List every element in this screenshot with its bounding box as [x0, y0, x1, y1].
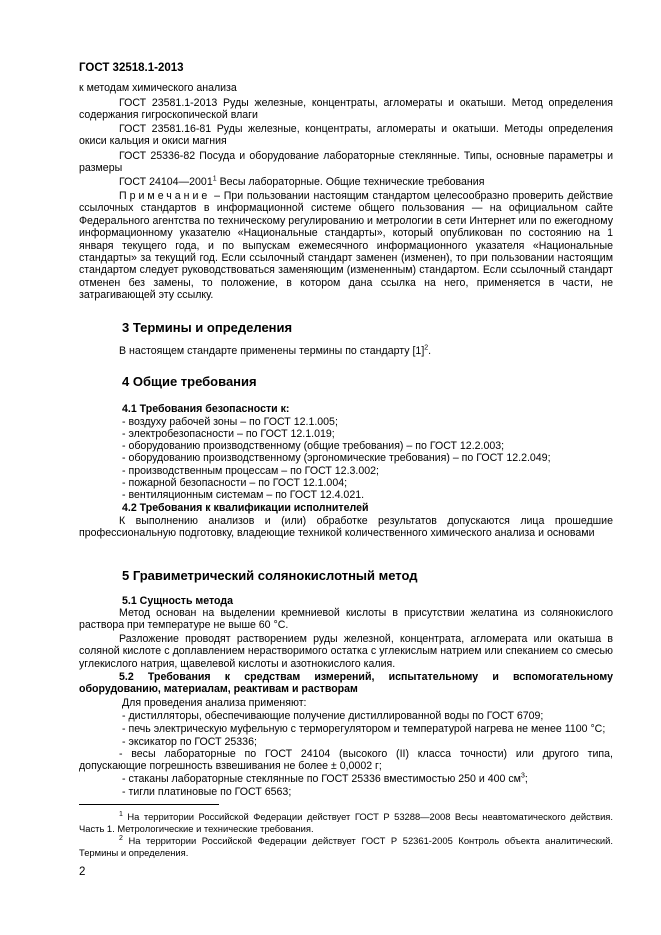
equipment-item: - весы лабораторные по ГОСТ 24104 (высокого (II) класса точности) или другого типа, допускающие погрешность взвешивания не более ± 0,0002 г;: [79, 748, 613, 773]
ref-gost-23581-1: ГОСТ 23581.1-2013 Руды железные, концентраты, агломераты и окатыши. Метод определения содержания гигроскопической влаги: [79, 97, 613, 122]
equipment-item: - дистилляторы, обеспечивающие получение дистиллированной воды по ГОСТ 6709;: [122, 710, 544, 722]
safety-item: - производственным процессам – по ГОСТ 12.3.002;: [122, 465, 379, 477]
footnote-1-mark: 1: [119, 810, 123, 818]
note-text: – При пользовании настоящим стандартом целесообразно проверить действие ссылочных стандартов в информационной системе общего пользования — на официальном сайте Федерального агентства по техническому регулированию и метрологии в сети Интернет или по ежегодному информационному указателю «Национальные стандарты», который опубликован по состоянию на 1 января текущего года, и по выпускам ежемесячного информационного указателя «Национальные стандарты» за текущий год. Если ссылочный стандарт заменен (изменен), то при пользовании настоящим стандартом следует руководствоваться заменяющим (измененным) стандартом. Если ссылочный стандарт отменен без замены, то положение, в котором дана ссылка на него, применяется в части, не затрагивающей эту ссылку.: [79, 190, 613, 302]
footnote-2-mark: 2: [119, 834, 123, 842]
section-3-tail: .: [428, 345, 432, 357]
safety-item: - воздуху рабочей зоны – по ГОСТ 12.1.005;: [122, 416, 338, 428]
section-4-2-heading: 4.2 Требования к квалификации исполнителей: [122, 502, 369, 514]
section-4-1-heading: 4.1 Требования безопасности к:: [122, 403, 290, 415]
equipment-item-text: - стаканы лабораторные стеклянные по ГОСТ 25336 вместимостью 250 и 400 см: [122, 773, 521, 785]
section-3-text: [79, 345, 613, 357]
section-5-1-p1: Метод основан на выделении кремниевой кислоты в присутствии желатина из солянокислого раствора при температуре не выше 60 °С.: [79, 607, 613, 632]
ref-gost-24104: [79, 176, 613, 188]
section-4-heading: 4 Общие требования: [122, 374, 257, 389]
footnote-1: [79, 811, 613, 835]
ref-gost-25336: ГОСТ 25336-82 Посуда и оборудование лабораторные стеклянные. Типы, основные параметры и размеры: [79, 150, 613, 175]
document-header: ГОСТ 32518.1-2013: [79, 62, 184, 74]
ref-gost-24104-title: Весы лабораторные. Общие технические требования: [216, 176, 485, 188]
safety-item: - оборудованию производственному (эргономические требования) – по ГОСТ 12.2.049;: [122, 452, 551, 464]
footnote-separator: [79, 804, 219, 805]
section-5-1-heading: 5.1 Сущность метода: [122, 595, 234, 607]
unit-superscript: 3: [520, 772, 525, 780]
equipment-item: - печь электрическую муфельную с терморегулятором и температурой нагрева не менее 1100 °С;: [122, 723, 606, 735]
footnote-2: [79, 835, 613, 859]
footnote-1-text: На территории Российской Федерации действует ГОСТ Р 53288—2008 Весы неавтоматического действия. Часть 1. Метрологические и технические требования.: [79, 811, 613, 834]
section-3-body: В настоящем стандарте применены термины по стандарту [1]: [119, 345, 425, 357]
ref-gost-23581-16: ГОСТ 23581.16-81 Руды железные, концентраты, агломераты и окатыши. Методы определения окиси кальция и окиси магния: [79, 123, 613, 148]
page-number: 2: [79, 866, 86, 878]
note-label: Примечание: [119, 190, 211, 202]
safety-item: - электробезопасности – по ГОСТ 12.1.019;: [122, 428, 335, 440]
equipment-item: - тигли платиновые по ГОСТ 6563;: [122, 786, 292, 798]
ref-gost-24104-code: ГОСТ 24104—2001: [119, 176, 213, 188]
footnote-mark-1: 1: [212, 175, 217, 183]
ref-continuation: к методам химического анализа: [79, 82, 237, 94]
note-paragraph: [79, 190, 613, 302]
equipment-item-tail: ;: [524, 773, 528, 785]
equipment-intro: Для проведения анализа применяют:: [122, 697, 307, 709]
section-5-2-heading: 5.2 Требования к средствам измерений, испытательному и вспомогательному оборудованию, материалам, реактивам и растворам: [79, 671, 613, 696]
section-5-heading: 5 Гравиметрический солянокислотный метод: [122, 568, 418, 583]
safety-item: - пожарной безопасности – по ГОСТ 12.1.004;: [122, 477, 348, 489]
safety-item: - вентиляционным системам – по ГОСТ 12.4.021.: [122, 489, 365, 501]
safety-item: - оборудованию производственному (общие требования) – по ГОСТ 12.2.003;: [122, 440, 505, 452]
section-5-1-p2: Разложение проводят растворением руды железной, концентрата, агломерата или окатыша в соляной кислоте с доплавлением нерастворимого остатка с углекислым натрием или спеканием со смесью углекислого натрия, щавелевой кислоты и азотнокислого калия.: [79, 633, 613, 670]
footnote-2-text: На территории Российской Федерации действует ГОСТ Р 52361-2005 Контроль объекта аналитический. Термины и определения.: [79, 835, 613, 858]
section-3-heading: 3 Термины и определения: [122, 320, 293, 335]
section-4-2-text: К выполнению анализов и (или) обработке результатов допускаются лица прошедшие профессиональную подготовку, владеющие техникой количественного химического анализа и основами: [79, 515, 613, 540]
footnote-mark-2: 2: [424, 344, 429, 352]
equipment-item: [122, 773, 528, 785]
equipment-item: - эксикатор по ГОСТ 25336;: [122, 736, 257, 748]
